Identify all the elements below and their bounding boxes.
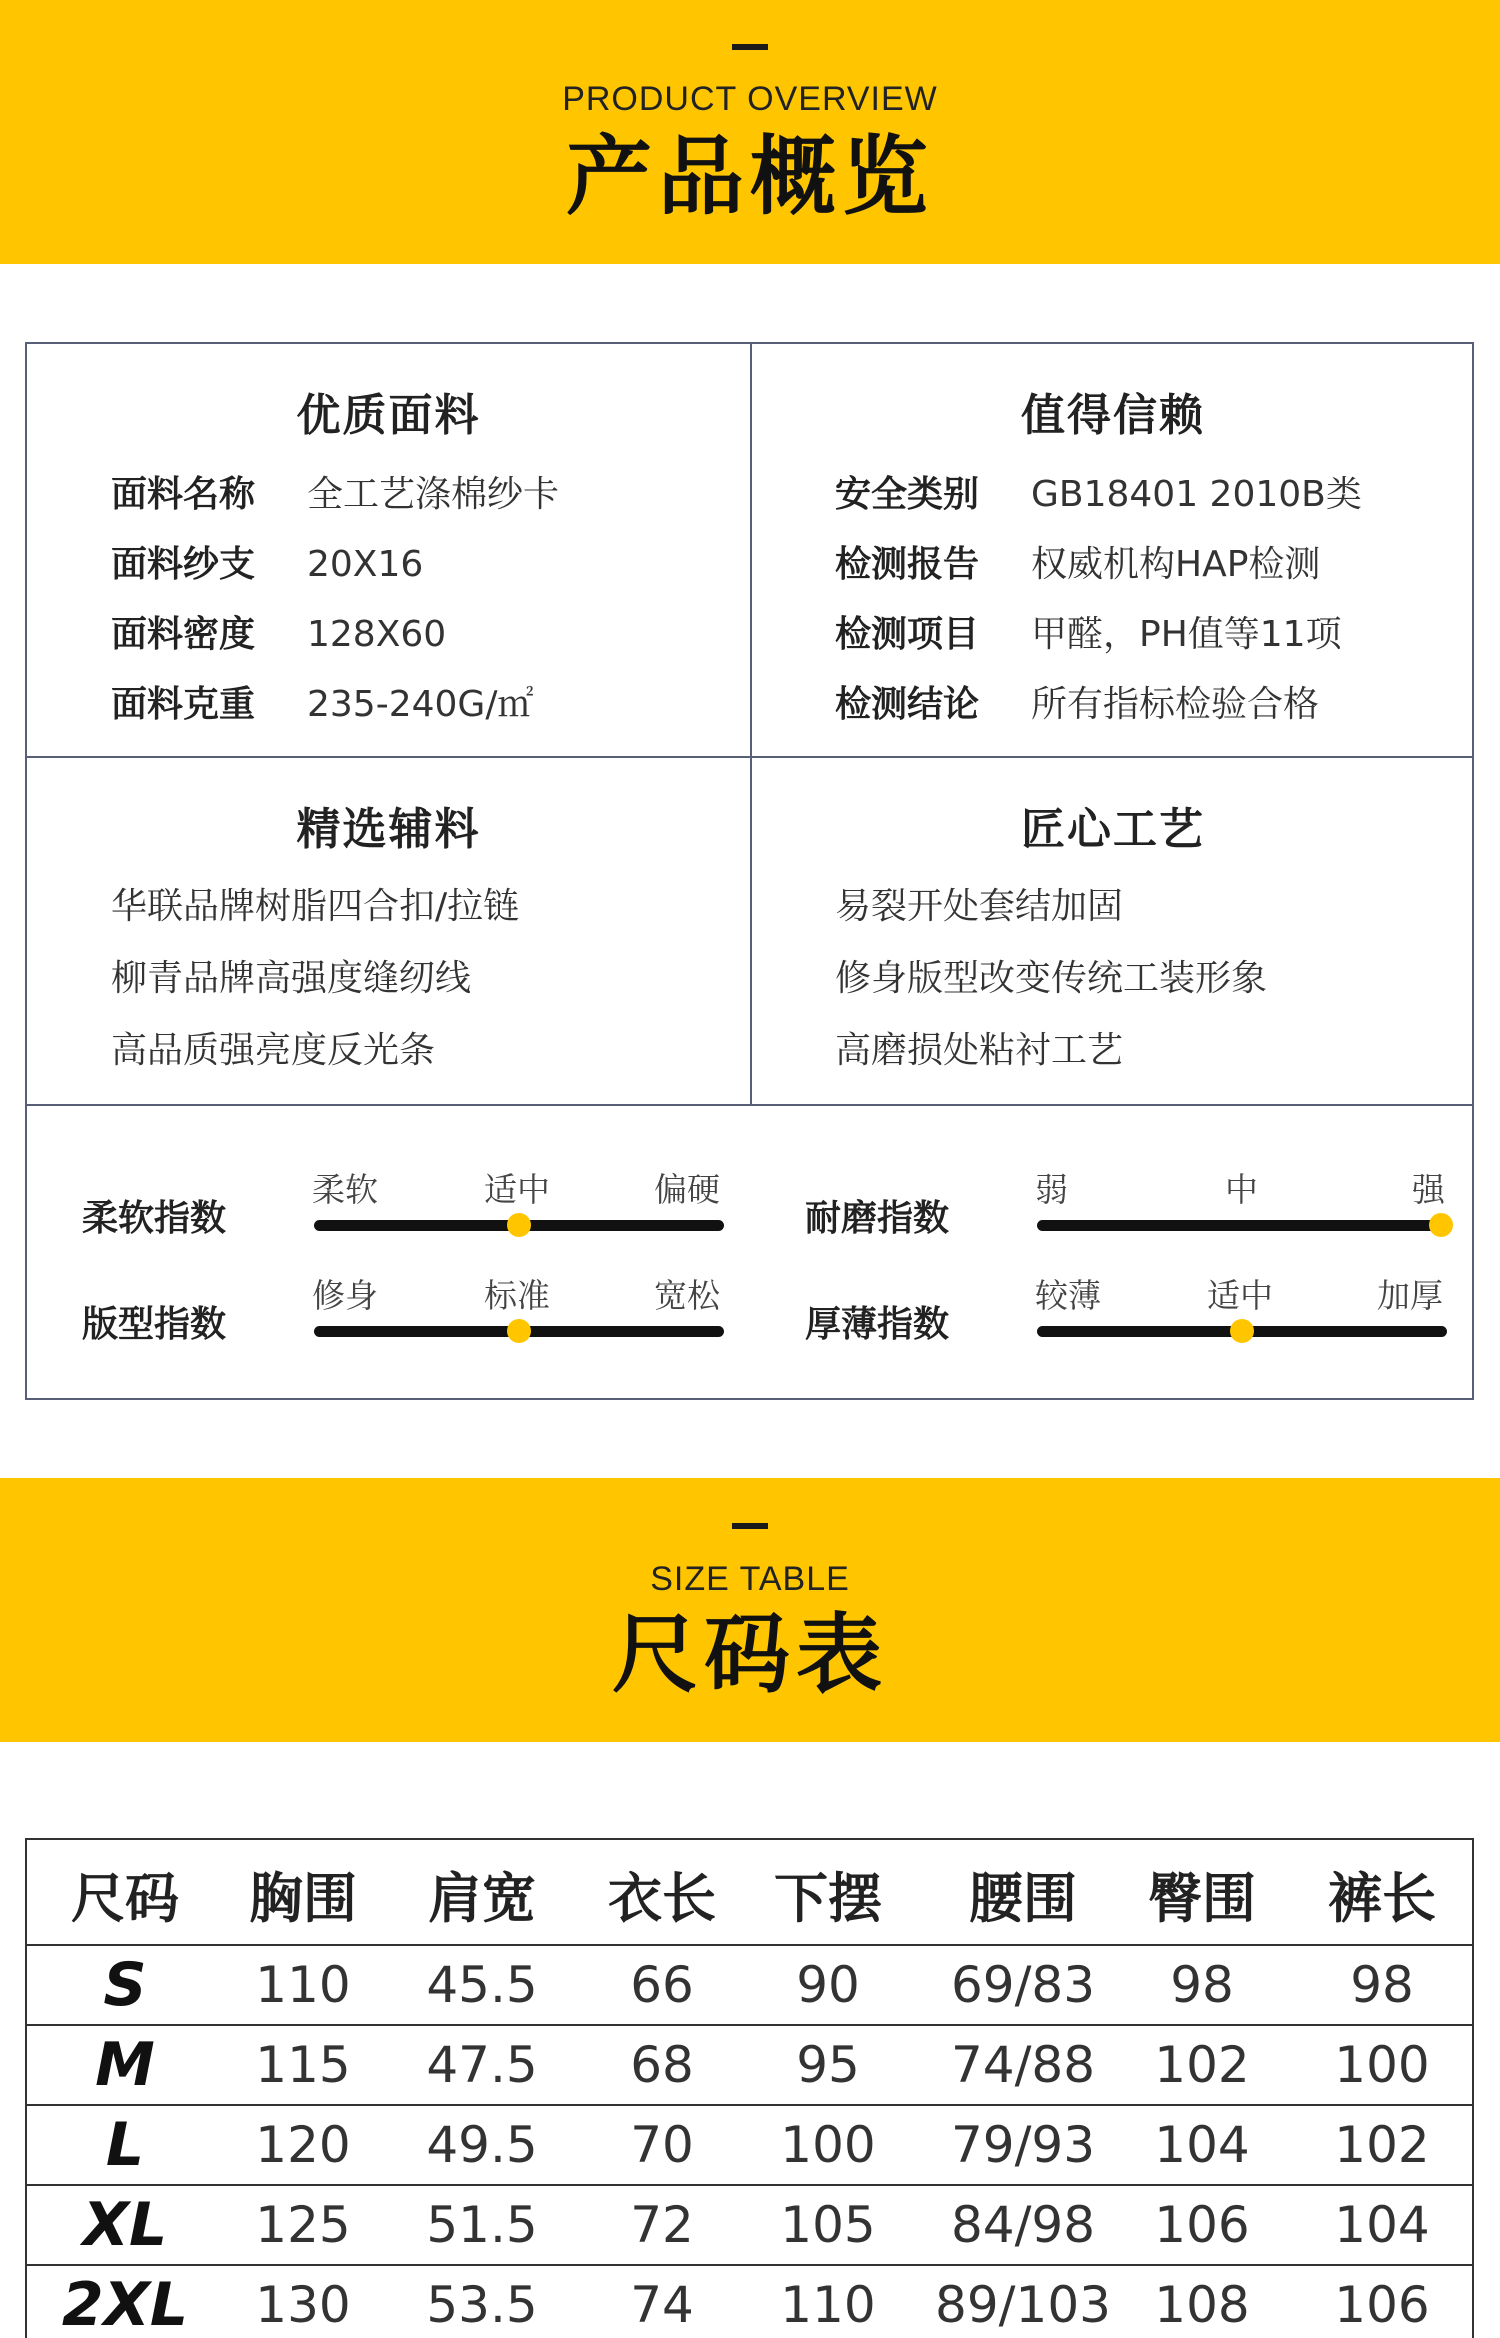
- fabric-section: [27, 344, 750, 756]
- product-overview-banner: [0, 0, 1500, 264]
- banner-title-zh: 尺码表: [612, 1605, 888, 1705]
- table-row-divider: [27, 2104, 1472, 2106]
- table-cell: 89/103: [935, 2276, 1111, 2334]
- banner-subtitle-en: PRODUCT OVERVIEW: [562, 80, 938, 118]
- table-cell: 125: [255, 2196, 351, 2254]
- craft-section: [752, 758, 1474, 1104]
- table-cell: 106: [1154, 2196, 1250, 2254]
- table-row-divider: [27, 1944, 1472, 1946]
- table-row-divider: [27, 2024, 1472, 2026]
- row-value: 全工艺涤棉纱卡: [307, 474, 560, 515]
- banner-dash: [732, 1523, 768, 1529]
- section-title: 匠心工艺: [1021, 804, 1205, 855]
- divider-horizontal: [27, 1104, 1472, 1106]
- size-label-cell: S: [103, 1950, 147, 2020]
- row-value: 权威机构HAP检测: [1031, 544, 1321, 585]
- row-key: 面料纱支: [111, 544, 256, 585]
- section-title: 值得信赖: [1021, 390, 1205, 441]
- scale-tick-low: 较薄: [1035, 1276, 1101, 1315]
- table-cell: 70: [630, 2116, 694, 2174]
- table-cell: 79/93: [950, 2116, 1096, 2174]
- scale-tick-high: 偏硬: [654, 1170, 720, 1209]
- banner-subtitle-en: SIZE TABLE: [650, 1560, 850, 1598]
- scale-indicator: [507, 1319, 531, 1343]
- fabric-row: [111, 536, 423, 587]
- craft-item: 易裂开处套结加固: [835, 886, 1124, 927]
- table-header-cell: 衣长: [608, 1867, 716, 1930]
- size-table-banner: [0, 1478, 1500, 1742]
- table-header-cell: 腰围: [969, 1867, 1077, 1930]
- scale-tick-high: 加厚: [1377, 1276, 1443, 1315]
- scale-tick-low: 修身: [312, 1276, 378, 1315]
- table-cell: 98: [1170, 1956, 1234, 2014]
- fabric-row: [111, 466, 559, 517]
- table-cell: 98: [1350, 1956, 1414, 2014]
- fabric-row: [111, 606, 446, 657]
- table-cell: 53.5: [426, 2276, 538, 2334]
- craft-item: 高磨损处粘衬工艺: [835, 1030, 1124, 1071]
- row-key: 面料密度: [111, 614, 256, 655]
- size-label-cell: M: [95, 2030, 155, 2100]
- table-cell: 90: [796, 1956, 860, 2014]
- size-label-cell: L: [105, 2110, 145, 2180]
- scale-tick-mid: 适中: [1207, 1276, 1273, 1315]
- size-table: [25, 1838, 1474, 2338]
- fabric-row: [111, 676, 533, 727]
- table-cell: 68: [630, 2036, 694, 2094]
- table-cell: 110: [255, 1956, 351, 2014]
- section-title: 精选辅料: [296, 804, 481, 855]
- scale-bar: [1037, 1220, 1447, 1231]
- overview-panel: [25, 342, 1474, 1400]
- row-key: 安全类别: [835, 474, 980, 515]
- accessory-item: 柳青品牌高强度缝纫线: [111, 958, 472, 999]
- table-cell: 74/88: [950, 2036, 1096, 2094]
- accessory-item: 华联品牌树脂四合扣/拉链: [111, 886, 520, 927]
- softness-scale: [82, 1164, 742, 1244]
- durability-scale: [805, 1164, 1465, 1244]
- table-cell: 108: [1154, 2276, 1250, 2334]
- table-cell: 110: [780, 2276, 876, 2334]
- table-header-cell: 尺码: [71, 1867, 179, 1930]
- accessory-item: 高品质强亮度反光条: [111, 1030, 436, 1071]
- scale-indicator: [1429, 1213, 1453, 1237]
- scale-label: 版型指数: [82, 1304, 227, 1345]
- table-cell: 72: [630, 2196, 694, 2254]
- scale-tick-mid: 中: [1225, 1170, 1258, 1209]
- table-header-cell: 臀围: [1148, 1867, 1256, 1930]
- row-value: 20X16: [307, 544, 424, 585]
- banner-dash: [732, 44, 768, 50]
- scale-tick-mid: 标准: [484, 1276, 550, 1315]
- row-key: 检测结论: [835, 684, 980, 725]
- fit-scale: [82, 1270, 742, 1350]
- table-cell: 51.5: [426, 2196, 538, 2254]
- table-cell: 115: [255, 2036, 351, 2094]
- table-cell: 106: [1334, 2276, 1430, 2334]
- table-cell: 130: [255, 2276, 351, 2334]
- row-key: 检测项目: [835, 614, 980, 655]
- table-header-cell: 裤长: [1328, 1867, 1436, 1930]
- trust-row: [835, 606, 1342, 657]
- scale-indicator: [1230, 1319, 1254, 1343]
- table-cell: 104: [1154, 2116, 1250, 2174]
- table-cell: 100: [1334, 2036, 1430, 2094]
- accessories-section: [27, 758, 750, 1104]
- trust-section: [752, 344, 1474, 756]
- trust-row: [835, 466, 1362, 517]
- scale-label: 耐磨指数: [805, 1198, 950, 1239]
- table-row-divider: [27, 2264, 1472, 2266]
- row-key: 面料名称: [111, 474, 256, 515]
- craft-item: 修身版型改变传统工装形象: [835, 958, 1268, 999]
- table-row-divider: [27, 2184, 1472, 2186]
- row-key: 检测报告: [835, 544, 980, 585]
- scale-tick-low: 柔软: [312, 1170, 378, 1209]
- table-cell: 74: [630, 2276, 694, 2334]
- table-cell: 100: [780, 2116, 876, 2174]
- table-cell: 105: [780, 2196, 876, 2254]
- row-value: 甲醛，PH值等11项: [1031, 614, 1342, 655]
- table-cell: 66: [630, 1956, 694, 2014]
- scale-label: 厚薄指数: [805, 1304, 950, 1345]
- row-value: 128X60: [307, 614, 447, 655]
- scale-label: 柔软指数: [82, 1198, 227, 1239]
- trust-row: [835, 676, 1319, 727]
- thickness-scale: [805, 1270, 1465, 1350]
- trust-row: [835, 536, 1320, 587]
- table-cell: 102: [1334, 2116, 1430, 2174]
- table-header-cell: 下摆: [774, 1867, 882, 1930]
- table-cell: 49.5: [426, 2116, 538, 2174]
- table-cell: 102: [1154, 2036, 1250, 2094]
- table-cell: 45.5: [426, 1956, 538, 2014]
- table-header-cell: 肩宽: [428, 1867, 536, 1930]
- table-cell: 47.5: [426, 2036, 538, 2094]
- scale-tick-mid: 适中: [484, 1170, 550, 1209]
- banner-title-zh: 产品概览: [566, 127, 934, 227]
- scale-tick-high: 强: [1412, 1170, 1445, 1209]
- table-cell: 69/83: [950, 1956, 1096, 2014]
- scale-indicator: [507, 1213, 531, 1237]
- section-title: 优质面料: [296, 390, 481, 441]
- table-cell: 120: [255, 2116, 351, 2174]
- row-key: 面料克重: [111, 684, 256, 725]
- row-value: 235-240G/㎡: [307, 684, 534, 725]
- scale-tick-low: 弱: [1035, 1170, 1068, 1209]
- table-cell: 95: [796, 2036, 860, 2094]
- size-label-cell: 2XL: [61, 2270, 189, 2338]
- size-label-cell: XL: [82, 2190, 168, 2260]
- table-header-cell: 胸围: [249, 1867, 357, 1930]
- row-value: GB18401 2010B类: [1031, 474, 1362, 515]
- table-cell: 84/98: [950, 2196, 1096, 2254]
- row-value: 所有指标检验合格: [1031, 684, 1320, 725]
- scale-tick-high: 宽松: [654, 1276, 720, 1315]
- table-cell: 104: [1334, 2196, 1430, 2254]
